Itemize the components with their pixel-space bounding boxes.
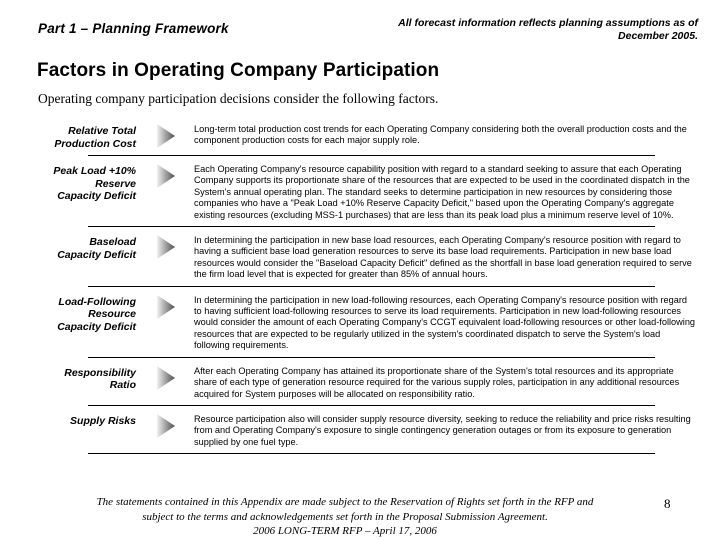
right-arrow-icon — [156, 365, 176, 391]
factor-label: Baseload Capacity Deficit — [57, 236, 136, 261]
arrow-cell — [138, 291, 194, 320]
row-divider — [88, 453, 655, 454]
factor-row — [0, 231, 720, 281]
row-divider — [88, 226, 655, 227]
factor-row — [0, 160, 720, 221]
factor-description: After each Operating Company has attained its proportionate share of the System's total resources and its appropriate share of each type of generation resource required for the various supply roles, participation in any additional resources acquired for System purposes will be allocated on responsibility ratio. — [194, 365, 680, 399]
right-arrow-icon — [156, 294, 176, 320]
factor-label: Load-Following Resource Capacity Deficit — [57, 295, 136, 333]
right-arrow-icon — [156, 123, 176, 149]
factor-label: Peak Load +10% Reserve Capacity Deficit — [53, 165, 136, 202]
arrow-cell — [138, 160, 194, 189]
right-arrow-icon — [156, 234, 176, 260]
factor-row — [0, 120, 720, 150]
factor-description: In determining the participation in new base load resources, each Operating Company's resource position with regard to having a sufficient base load generation resources to serve its base load requirements. Participation in new base load resources would consider the "Baseload Capacity Deficit" defined as the shortfall in base load generation required to serve the firm load level that is expected for greater than 85% of annual hours. — [194, 235, 692, 280]
page-number: 8 — [664, 496, 671, 511]
footer-line-1: The statements contained in this Appendix are made subject to the Reservation of Rights set forth in the RFP and — [96, 496, 594, 508]
part-label: Part 1 – Planning Framework — [38, 21, 229, 36]
right-arrow-icon — [156, 163, 176, 189]
intro-text: Operating company participation decisions consider the following factors. — [38, 91, 439, 106]
factor-description: Long-term total production cost trends for each Operating Company considering both the overall production costs and the component production costs for each major supply role. — [194, 124, 687, 146]
forecast-note: All forecast information reflects planning assumptions as of December 2005. — [398, 17, 698, 42]
footer-line-3: 2006 LONG-TERM RFP – April 17, 2006 — [253, 525, 437, 537]
footer-line-2: subject to the terms and acknowledgements set forth in the Proposal Submission Agreement. — [142, 510, 548, 523]
factor-label: Supply Risks — [70, 414, 136, 427]
factors-table — [0, 120, 720, 458]
arrow-cell — [138, 410, 194, 439]
factor-description: Each Operating Company's resource capability position with regard to a standard seeking to assure that each Operating Company supports its proportionate share of the resources that are expected to be used in the coordinated dispatch in the System's annual operating plan. The standard seeks to determine participation in new resources by considering those companies who have a "Peak Load +10% Reserve Capacity Deficit," based upon the Operating Company's aggregate existing resources (excluding MSS-1 purchases) that are less than its peak load plus a minimum reserve level of 10%. — [194, 164, 690, 220]
factor-row — [0, 291, 720, 352]
row-divider — [88, 357, 655, 358]
factor-label: Responsibility Ratio — [64, 366, 136, 392]
arrow-cell — [138, 362, 194, 391]
arrow-cell — [138, 231, 194, 260]
factor-row — [0, 410, 720, 448]
footer-disclaimer — [55, 495, 635, 539]
page-title: Factors in Operating Company Participation — [37, 60, 440, 81]
row-divider — [88, 286, 655, 287]
row-divider — [88, 405, 655, 406]
right-arrow-icon — [156, 413, 176, 439]
factor-row — [0, 362, 720, 400]
row-divider — [88, 155, 655, 156]
arrow-cell — [138, 120, 194, 149]
factor-description: Resource participation also will consider supply resource diversity, seeking to reduce the reliability and price risks resulting from and Operating Company's exposure to single contingency generation outages or from its exposure to generation supplied by one fuel type. — [194, 413, 691, 447]
factor-label: Relative Total Production Cost — [54, 125, 136, 150]
factor-description: In determining the participation in new load-following resources, each Operating Company's resource position with regard to having sufficient load-following resources to serve its load requirements. Participation in new load-following resources would consider the amount of each Operating Company's CCGT equivalent load-following resources or other load-following resources that are expected to be regularly utilized in the system's coordinated dispatch to serve the System's load following requirements. — [194, 294, 696, 351]
